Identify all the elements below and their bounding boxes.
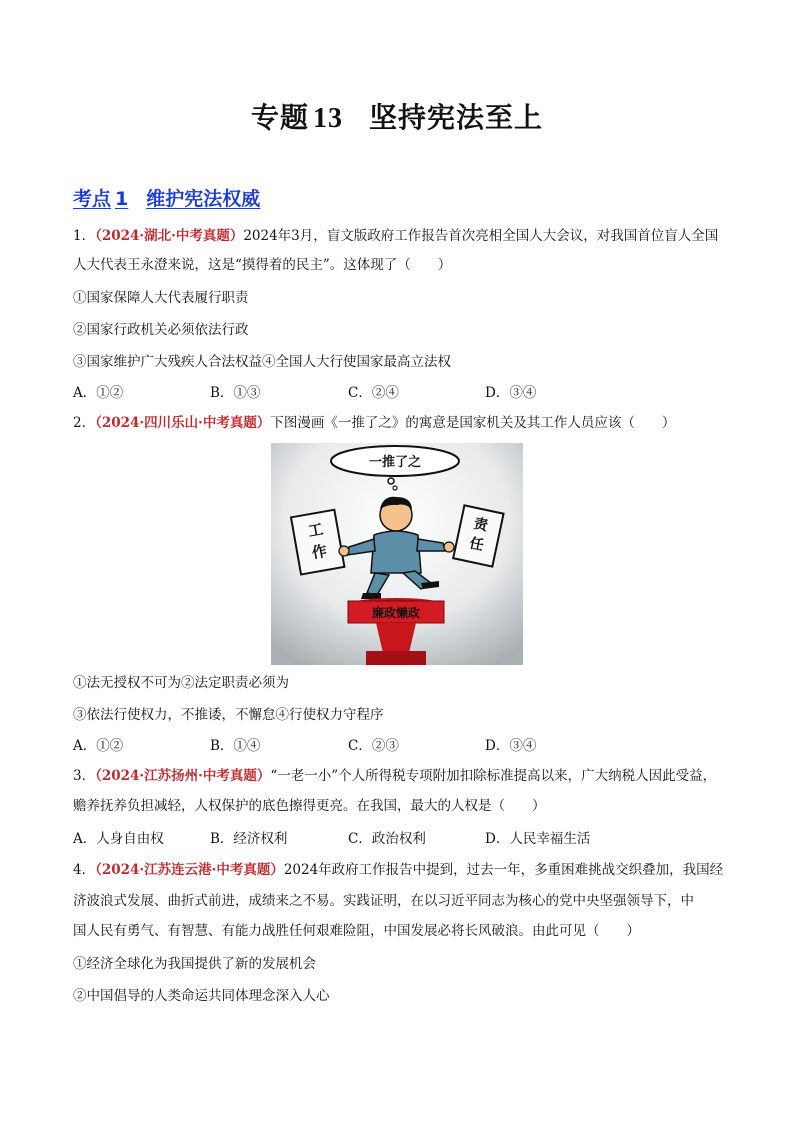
q2-options [73, 736, 536, 756]
section-heading: 考点 1 维护宪法权威 [73, 188, 261, 210]
q2-option-c[interactable]: C．②③ [348, 738, 399, 754]
q3-stem-line2: 赡养抚养负担减轻，人权保护的底色擦得更亮。在我国，最大的人权是（ ） [73, 798, 546, 814]
q3-option-a[interactable]: A．人身自由权 [73, 831, 164, 847]
q4-source: （2024·江苏连云港·中考真题） [95, 862, 284, 878]
q2-item-1: ①法无授权不可为②法定职责必须为 [73, 675, 289, 691]
q3-options [73, 829, 590, 849]
svg-text:廉政懒政: 廉政懒政 [371, 606, 421, 620]
q2-option-a[interactable]: A．①② [73, 738, 124, 754]
q4-stem-line3: 国人民有勇气、有智慧、有能力战胜任何艰难险阻，中国发展必将长风破浪。由此可见（ ） [73, 923, 640, 939]
page-title: 专题 13 坚持宪法至上 [250, 101, 544, 134]
q2-option-d[interactable]: D．③④ [485, 738, 537, 754]
svg-text:任: 任 [467, 535, 486, 555]
q3-option-d[interactable]: D．人民幸福生活 [485, 831, 591, 847]
q4-item-2: ②中国倡导的人类命运共同体理念深入人心 [73, 988, 330, 1004]
svg-text:工: 工 [306, 520, 325, 541]
q1-option-c[interactable]: C．②④ [348, 385, 399, 401]
cartoon-bubble-text: 一推了之 [368, 455, 422, 470]
q2-stem-line1: 2．（2024·四川乐山·中考真题）下图漫画《一推了之》的寓意是国家机关及其工作人员应该（ ） [73, 415, 676, 431]
q3-stem-line1: 3．（2024·江苏扬州·中考真题）“一老一小”个人所得税专项附加扣除标准提高以来，广大纳税人因此受益， [73, 768, 717, 784]
q4-stem-line1: 4．（2024·江苏连云港·中考真题）2024年政府工作报告中提到，过去一年，多重困难挑战交织叠加，我国经 [73, 862, 724, 878]
q1-options [73, 383, 536, 403]
q2-item-2: ③依法行使权力，不推诿，不懈怠④行使权力守程序 [73, 707, 384, 723]
q2-option-b[interactable]: B．①④ [210, 738, 261, 754]
cartoon-image [271, 443, 523, 665]
q2-source: （2024·四川乐山·中考真题） [95, 415, 271, 431]
q3-source: （2024·江苏扬州·中考真题） [95, 768, 271, 784]
q1-stem-line2: 人大代表王永澄来说，这是“摸得着的民主”。这体现了（ ） [73, 257, 452, 273]
q1-option-b[interactable]: B．①③ [210, 385, 261, 401]
q1-item-3: ③国家维护广大残疾人合法权益④全国人大行使国家最高立法权 [73, 354, 451, 370]
q1-option-d[interactable]: D．③④ [485, 385, 537, 401]
q4-stem-line2: 济波浪式发展、曲折式前进，成绩来之不易。实践证明，在以习近平同志为核心的党中央坚强领导下，中 [73, 893, 694, 909]
q3-option-b[interactable]: B．经济权利 [210, 831, 288, 847]
q1-stem-line1: 1．（2024·湖北·中考真题）2024年3月，盲文版政府工作报告首次亮相全国人大会议，对我国首位盲人全国 [73, 228, 719, 244]
q1-item-2: ②国家行政机关必须依法行政 [73, 322, 249, 338]
q3-option-c[interactable]: C．政治权利 [348, 831, 426, 847]
q1-item-1: ①国家保障人大代表履行职责 [73, 290, 249, 306]
q1-option-a[interactable]: A．①② [73, 385, 124, 401]
q1-source: （2024·湖北·中考真题） [95, 228, 244, 244]
q4-item-1: ①经济全球化为我国提供了新的发展机会 [73, 956, 316, 972]
svg-text:作: 作 [310, 541, 329, 563]
svg-text:责: 责 [472, 515, 490, 535]
